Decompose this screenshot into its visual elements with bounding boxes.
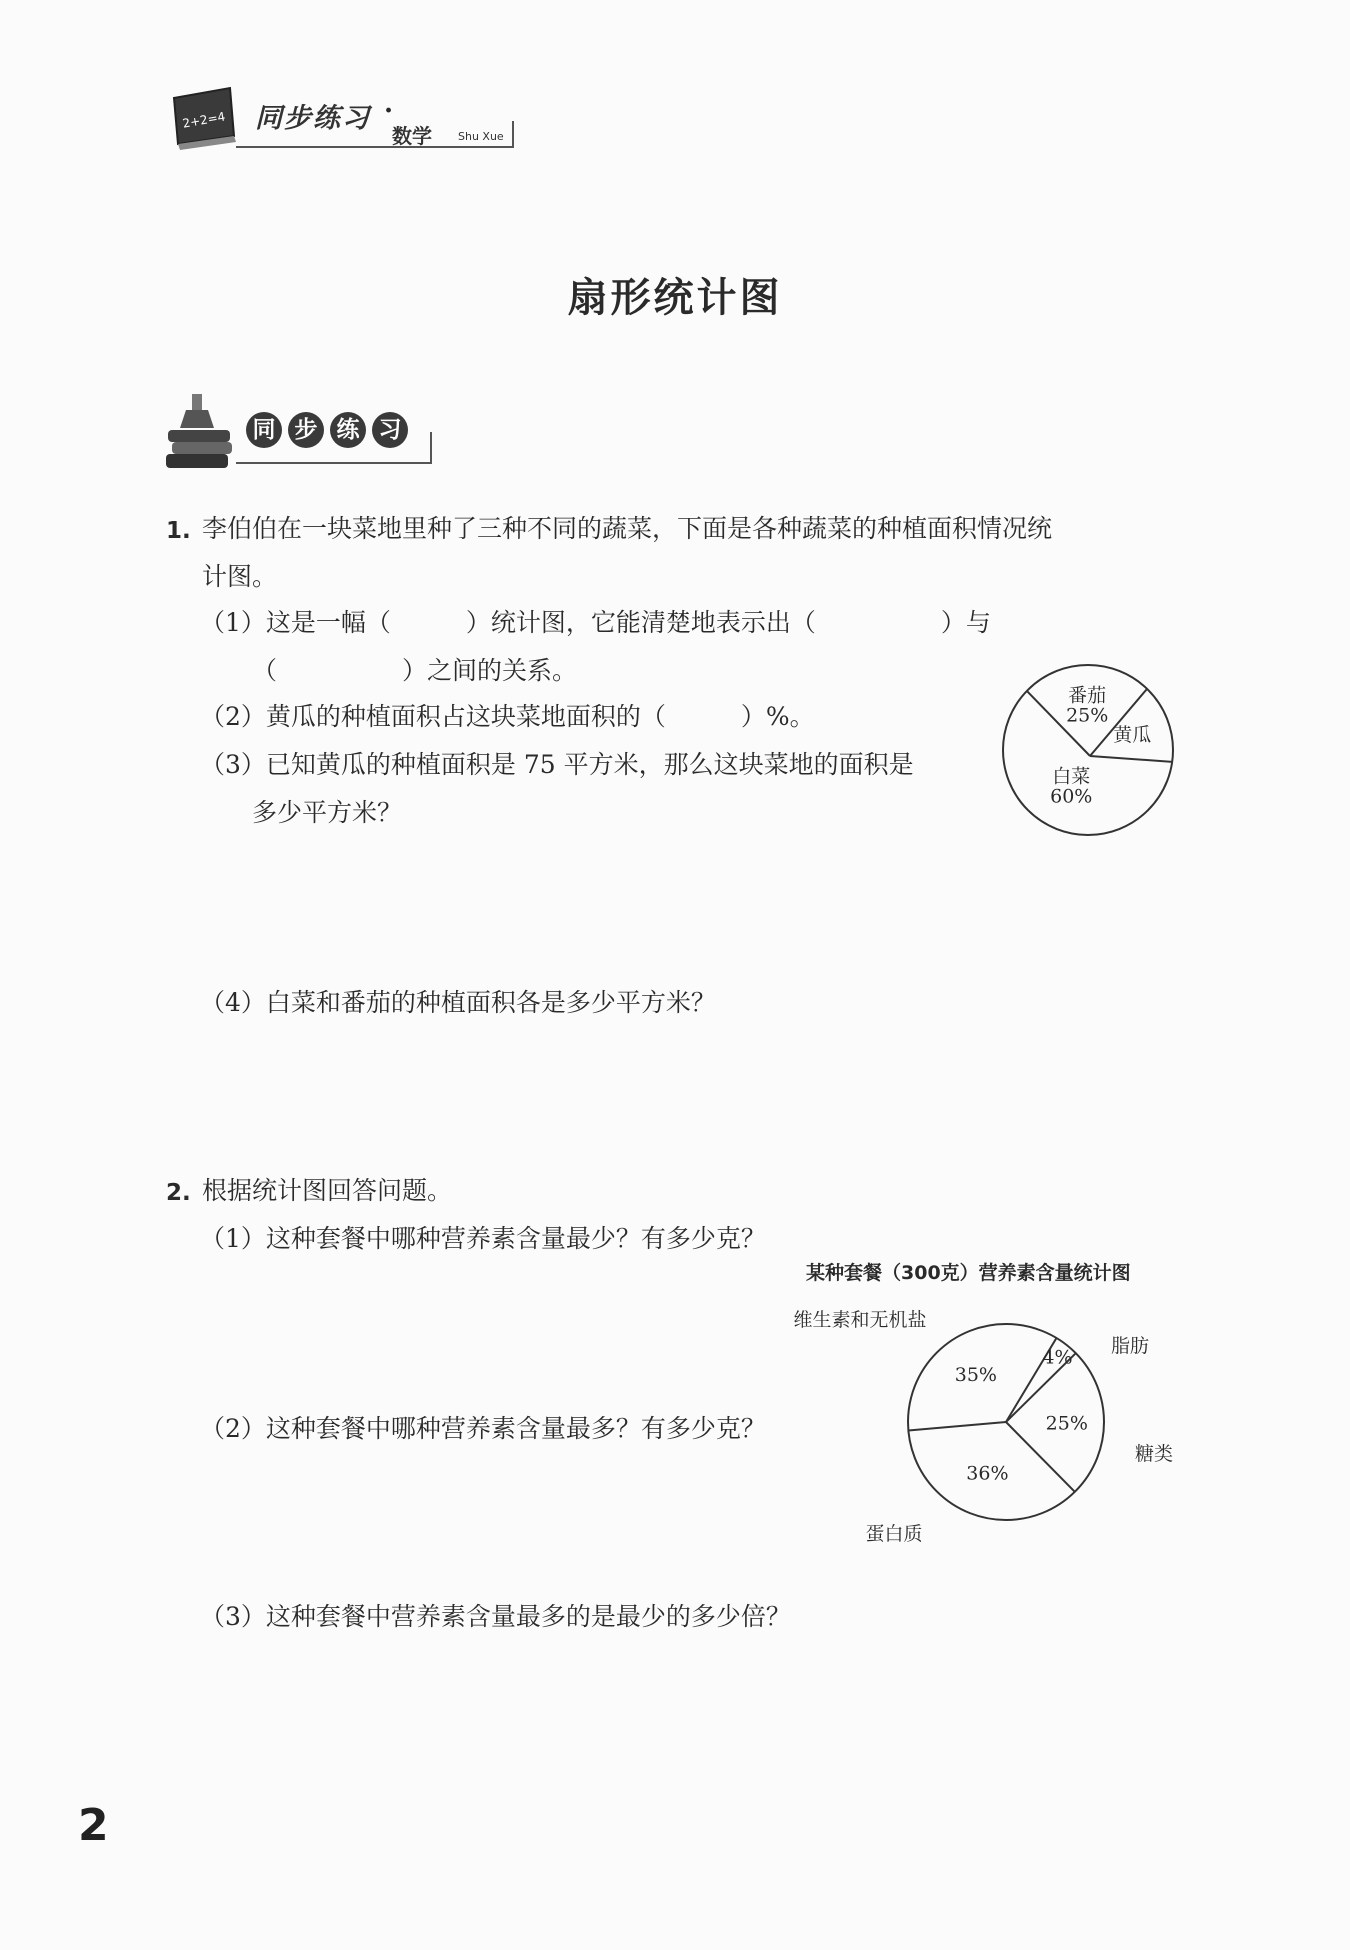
q1-part1-line2: （ ）之间的关系。 bbox=[252, 656, 578, 685]
slice-value: 25% bbox=[1066, 704, 1109, 727]
vegetable-pie-chart bbox=[970, 648, 1220, 848]
q1-part3-line1: （3）已知黄瓜的种植面积是 75 平方米，那么这块菜地的面积是 bbox=[200, 750, 914, 779]
section-underline bbox=[236, 462, 432, 464]
slice-label: 白菜 bbox=[1052, 765, 1091, 788]
series-title: 同步练习 bbox=[255, 103, 371, 134]
section-char: 步 bbox=[288, 412, 324, 448]
subject-pinyin: Shu Xue bbox=[458, 130, 504, 143]
slice-divider bbox=[1090, 756, 1172, 762]
q1-part4: （4）白菜和番茄的种植面积各是多少平方米？ bbox=[200, 988, 716, 1017]
q2-stem: 根据统计图回答问题。 bbox=[202, 1176, 453, 1205]
page-number: 2 bbox=[78, 1800, 109, 1851]
slice-value: 4% bbox=[1042, 1346, 1073, 1369]
nutrition-pie-chart bbox=[770, 1290, 1200, 1560]
slice-value: 60% bbox=[1050, 785, 1093, 808]
slice-category-label: 蛋白质 bbox=[865, 1523, 923, 1545]
section-char: 练 bbox=[330, 412, 366, 448]
page-title: 扇形统计图 bbox=[567, 274, 783, 321]
slice-category-label: 维生素和无机盐 bbox=[793, 1309, 927, 1331]
svg-text:2+2=4: 2+2=4 bbox=[181, 109, 227, 131]
q1-stem-line2: 计图。 bbox=[202, 562, 278, 591]
subject-label: 数学 bbox=[392, 124, 432, 148]
nutrition-chart-title: 某种套餐（300克）营养素含量统计图 bbox=[806, 1262, 1131, 1284]
q1-stem-line1: 李伯伯在一块菜地里种了三种不同的蔬菜，下面是各种蔬菜的种植面积情况统 bbox=[202, 514, 1053, 543]
section-underline-tick bbox=[430, 432, 432, 462]
slice-value: 36% bbox=[966, 1462, 1009, 1485]
header-underline bbox=[236, 146, 514, 148]
header-underline-tick bbox=[512, 121, 514, 147]
section-badge bbox=[246, 412, 408, 448]
section-char: 同 bbox=[246, 412, 282, 448]
q2-part2: （2）这种套餐中哪种营养素含量最多？有多少克？ bbox=[200, 1414, 766, 1443]
q2-number: 2. bbox=[166, 1180, 191, 1206]
q1-number: 1. bbox=[166, 518, 191, 544]
q1-part1-line1: （1）这是一幅（ ）统计图，它能清楚地表示出（ ）与 bbox=[200, 608, 991, 637]
slice-value: 25% bbox=[1045, 1412, 1088, 1435]
section-char: 习 bbox=[372, 412, 408, 448]
header-dot: · bbox=[384, 96, 394, 126]
slice-divider bbox=[908, 1422, 1006, 1431]
slice-label: 黄瓜 bbox=[1113, 723, 1152, 746]
slice-category-label: 脂肪 bbox=[1110, 1335, 1150, 1357]
slice-category-label: 糖类 bbox=[1134, 1443, 1174, 1465]
q1-part2: （2）黄瓜的种植面积占这块菜地面积的（ ）%。 bbox=[200, 702, 815, 731]
blackboard-icon bbox=[168, 84, 240, 154]
q2-part3: （3）这种套餐中营养素含量最多的是最少的多少倍？ bbox=[200, 1602, 791, 1631]
books-lamp-icon bbox=[166, 392, 236, 474]
q1-part3-line2: 多少平方米？ bbox=[252, 798, 403, 827]
slice-value: 35% bbox=[954, 1363, 997, 1386]
slice-label: 番茄 bbox=[1068, 684, 1107, 707]
q2-part1: （1）这种套餐中哪种营养素含量最少？有多少克？ bbox=[200, 1224, 766, 1253]
